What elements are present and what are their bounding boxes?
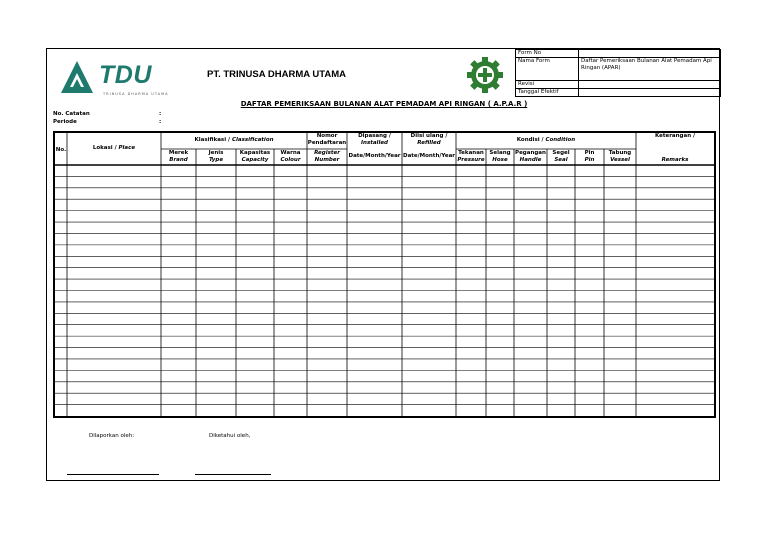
periode-label: Periode [53, 119, 77, 125]
pin-label-en: Pin [584, 157, 595, 163]
logo-text: TDU [99, 61, 152, 89]
col-selang-header [486, 150, 514, 164]
col-keterangan-header: Keterangan / [654, 133, 696, 139]
reporter-signature-line [67, 474, 159, 475]
col-pegangan-header [514, 150, 547, 164]
meta-row-nama-form [516, 58, 721, 81]
selang-label-en: Hose [492, 157, 508, 163]
col-register-header [307, 150, 347, 164]
meta-label: Form No [516, 50, 579, 58]
col-nomor-header [307, 133, 347, 147]
logo-triangle-icon [57, 57, 97, 97]
document-title: DAFTAR PEMERIKSAAN BULANAN ALAT PEMADAM API RINGAN ( A.P.A.R ) [240, 100, 528, 108]
col-merek-header [161, 150, 196, 164]
col-klasifikasi-header [161, 137, 307, 144]
col-pin-header [575, 150, 604, 164]
lokasi-label-en: Place [118, 145, 136, 151]
kondisi-label-en: Condition [545, 137, 576, 143]
diisi-label: Diisi ulang / [410, 133, 448, 139]
acknowledger-signature-line [195, 474, 271, 475]
col-tekanan-header [456, 150, 486, 164]
form-meta-table [515, 49, 721, 97]
jenis-label: Jenis [208, 150, 224, 156]
col-tabung-header [604, 150, 636, 164]
klasifikasi-label: Klasifikasi / [194, 137, 232, 143]
col-diisi-header [402, 133, 456, 147]
col-remarks-header [636, 157, 714, 164]
meta-row-revisi [516, 81, 721, 89]
pegangan-label-en: Handle [519, 157, 542, 163]
logo-tagline: TRINUSA DHARMA UTAMA [103, 92, 169, 96]
nomor-label-2: Pendaftaran [307, 140, 347, 146]
meta-row-form-no [516, 50, 721, 58]
merek-label-en: Brand [169, 157, 188, 163]
pegangan-label: Pegangan [515, 150, 546, 156]
meta-value: Daftar Pemeriksaan Bulanan Alat Pemadam Api Ringan (APAR) [579, 58, 721, 81]
col-dipasang-header [347, 133, 402, 147]
k3-safety-gear-icon [465, 55, 505, 95]
meta-label: Nama Form [516, 58, 579, 81]
kapasitas-label-en: Capacity [241, 157, 269, 163]
segel-label-en: Seal [554, 157, 568, 163]
meta-value [579, 50, 721, 58]
col-jenis-header [196, 150, 236, 164]
meta-row-tanggal-efektif [516, 89, 721, 97]
company-name: PT. TRINUSA DHARMA UTAMA [207, 69, 346, 80]
colon: : [159, 119, 162, 125]
col-kondisi-header [456, 137, 636, 144]
warna-label-en: Colour [280, 157, 301, 163]
company-logo [57, 57, 167, 97]
col-warna-header [274, 150, 307, 164]
tabung-label: Tabung [608, 150, 632, 156]
dipasang-label: Dipasang / [358, 133, 391, 139]
dilaporkan-label: Dilaporkan oleh: [89, 433, 135, 439]
tekanan-label: Tekanan [458, 150, 484, 156]
periode-field [53, 119, 162, 125]
no-catatan-field [53, 111, 162, 117]
col-segel-header [547, 150, 575, 164]
register-label-1: Register [314, 150, 340, 156]
klasifikasi-label-en: Classification [231, 137, 274, 143]
remarks-label: Remarks [661, 157, 689, 163]
pin-label: Pin [584, 150, 595, 156]
col-kapasitas-header [236, 150, 274, 164]
tabung-label-en: Vessel [610, 157, 630, 163]
diketahui-label: Diketahui oleh, [209, 433, 251, 439]
col-no-header: No. [55, 147, 67, 153]
meta-label: Revisi [516, 81, 579, 89]
col-dipasang-date: Date/Month/Year [348, 153, 401, 159]
col-lokasi-header [67, 145, 161, 152]
dipasang-label-en: Installed [360, 140, 388, 146]
warna-label: Warna [280, 150, 301, 156]
kapasitas-label: Kapasitas [239, 150, 271, 156]
segel-label: Segel [552, 150, 570, 156]
colon: : [159, 111, 162, 117]
kondisi-label: Kondisi / [516, 137, 546, 143]
inspection-table [53, 131, 716, 418]
jenis-label-en: Type [208, 157, 224, 163]
lokasi-label: Lokasi / [92, 145, 119, 151]
col-diisi-date: Date/Month/Year [403, 153, 455, 159]
selang-label: Selang [489, 150, 511, 156]
meta-label: Tanggal Efektif [516, 89, 579, 97]
meta-value [579, 89, 721, 97]
no-catatan-label: No. Catatan [53, 111, 90, 117]
form-sheet [46, 48, 720, 481]
meta-value [579, 81, 721, 89]
merek-label: Merek [168, 150, 189, 156]
diisi-label-en: Refilled [417, 140, 441, 146]
table-grid-lines [55, 133, 714, 416]
nomor-label-1: Nomor [316, 133, 338, 139]
register-label-2: Number [314, 157, 340, 163]
tekanan-label-en: Pressure [457, 157, 485, 163]
